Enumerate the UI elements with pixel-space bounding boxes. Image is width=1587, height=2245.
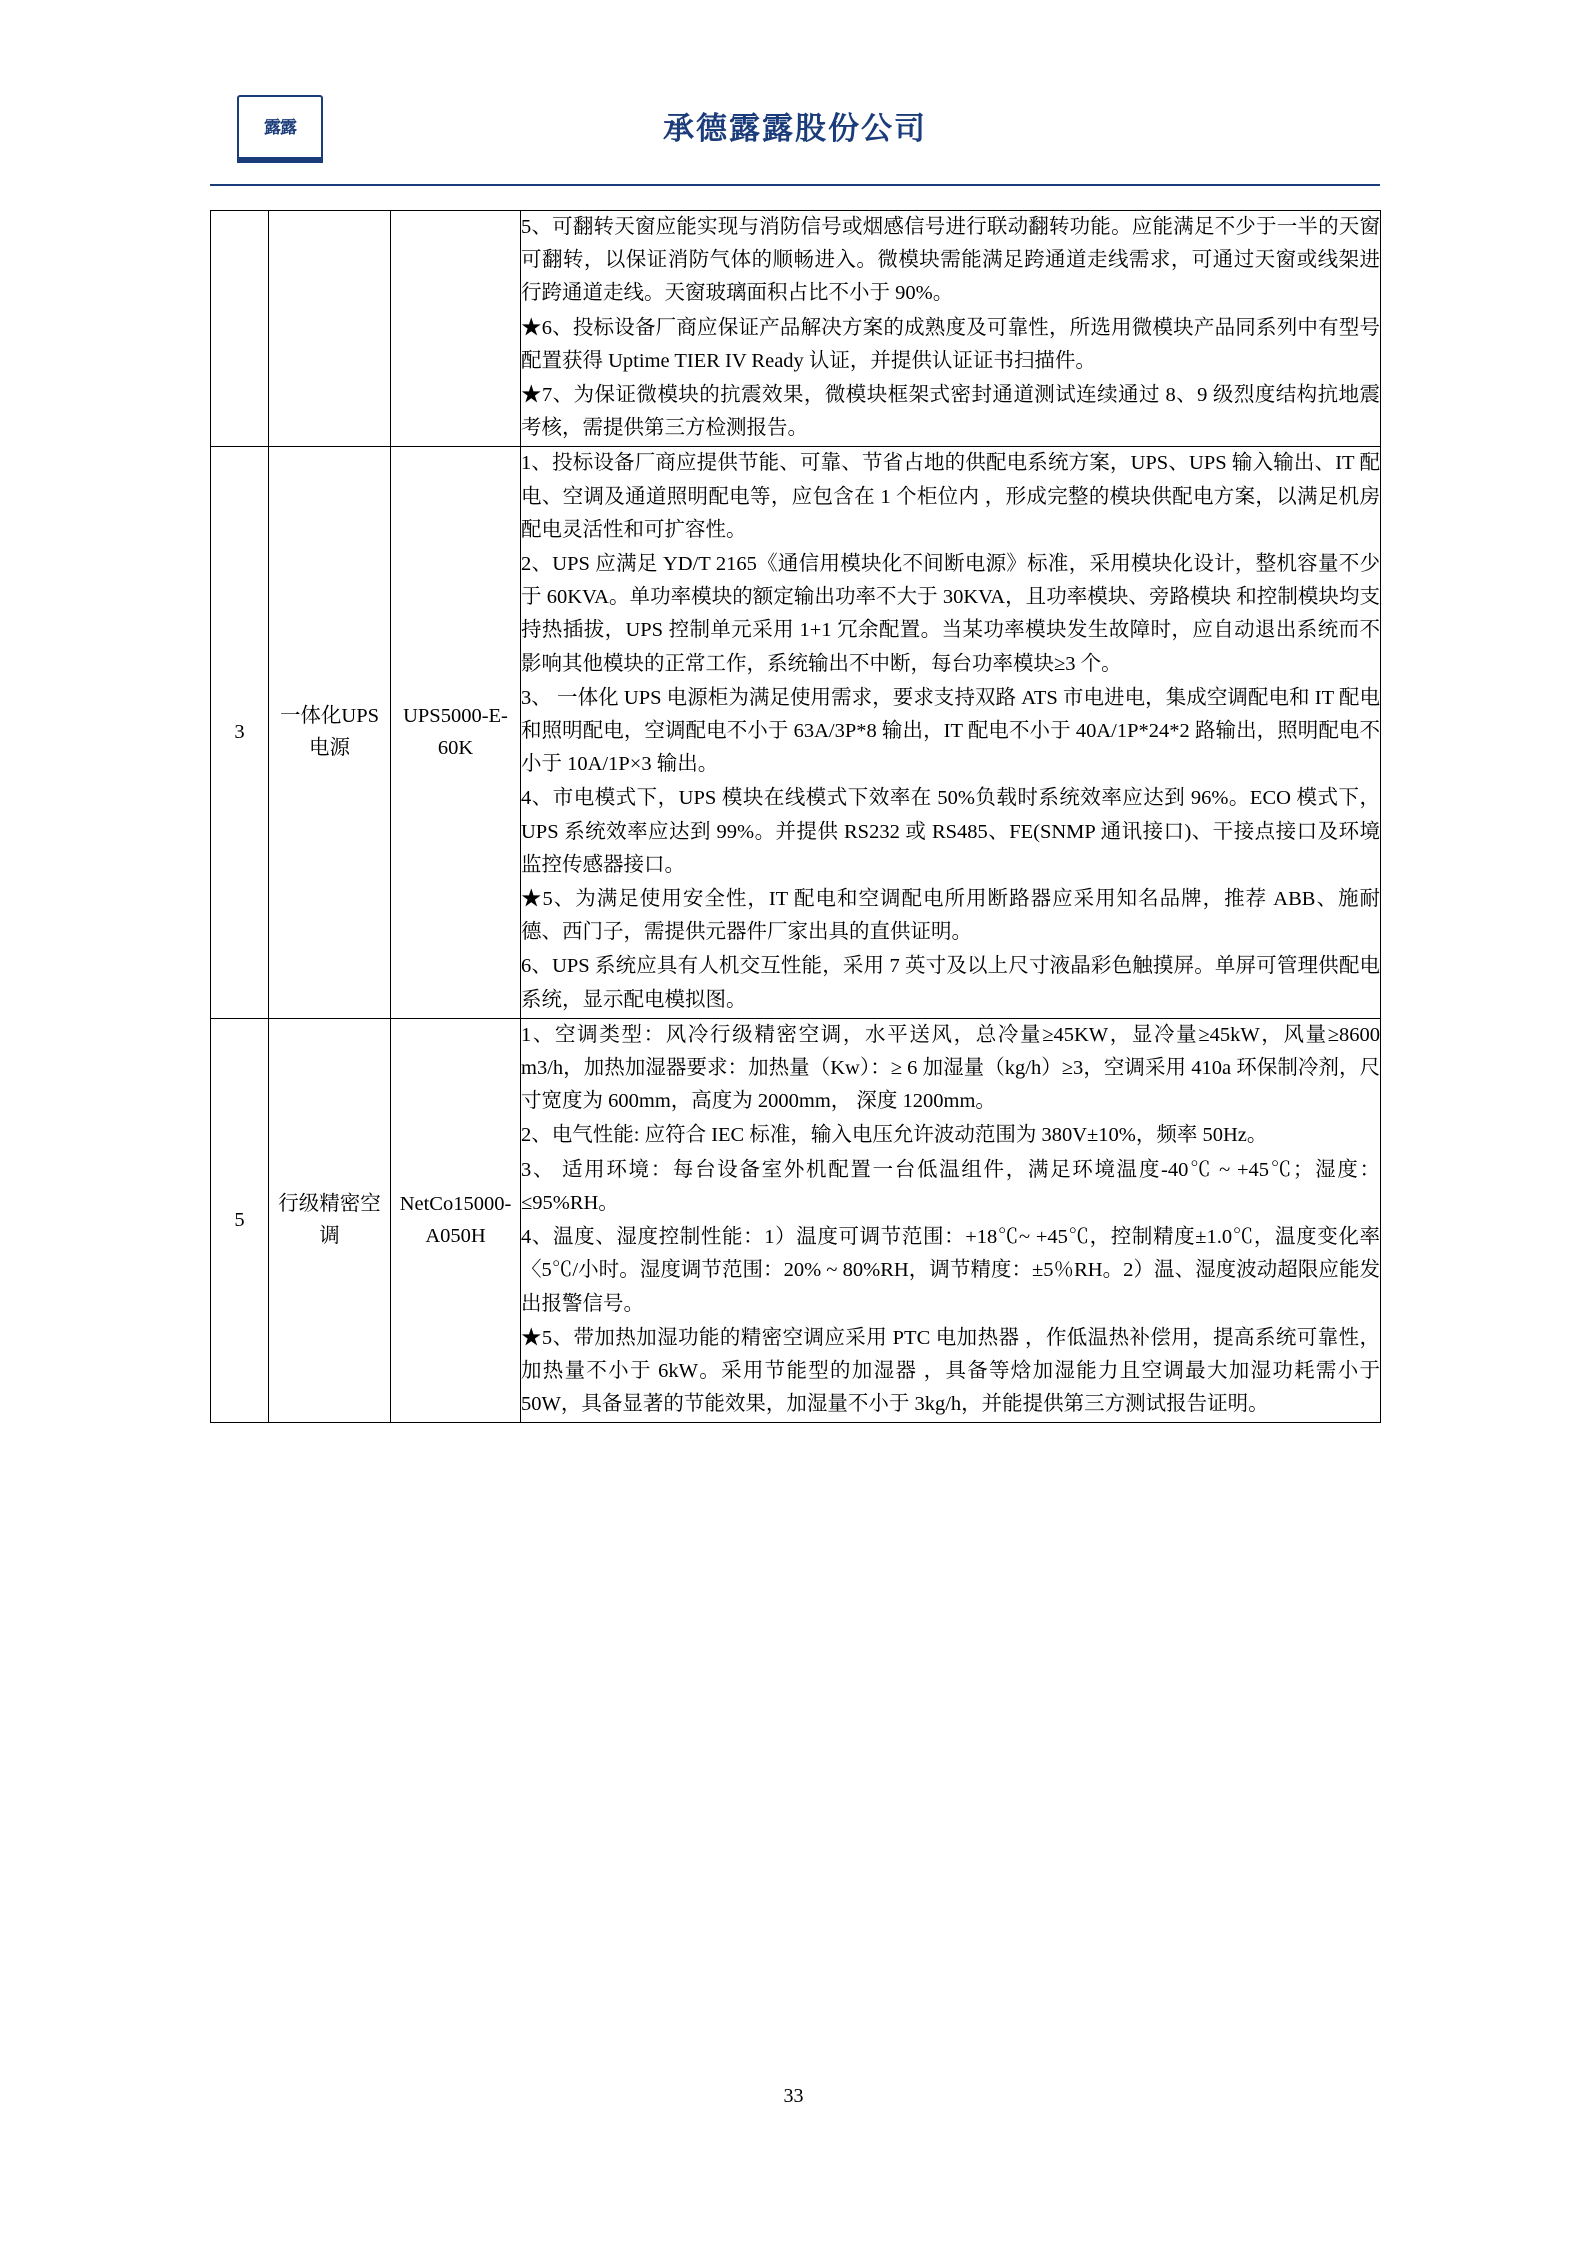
header-divider — [210, 184, 1380, 186]
company-logo-text: 露露 — [264, 117, 296, 138]
page-number: 33 — [783, 2085, 804, 2107]
table-row — [211, 211, 1381, 447]
company-title: 承德露露股份公司 — [663, 111, 927, 147]
page-header — [210, 95, 1380, 185]
description-paragraph: ★6、投标设备厂商应保证产品解决方案的成熟度及可靠性，所选用微模块产品同系列中有型号配置获得 Uptime TIER IV Ready 认证，并提供认证证书扫描件。 — [521, 316, 1380, 372]
description-paragraph: 2、UPS 应满足 YD/T 2165《通信用模块化不间断电源》标准，采用模块化设计，整机容量不少于 60KVA。单功率模块的额定输出功率不大于 30KVA，且功率模块、旁路模块 和控制模块均支持热插拔，UPS 控制单元采用 1+1 冗余配置。当某功率模块发生故障时，应自动退出系统而不影响其他模块的正常工作，系统输出不中断，每台功率模块≥3 个。 — [521, 553, 1380, 675]
description-paragraph: 4、市电模式下，UPS 模块在线模式下效率在 50%负载时系统效率应达到 96%。ECO 模式下，UPS 系统效率应达到 99%。并提供 RS232 或 RS485、FE(SNMP 通讯接口)、干接点接口及环境监控传感器接口。 — [521, 787, 1380, 876]
row-description — [521, 1018, 1381, 1422]
row-model — [391, 211, 521, 447]
row-model: NetCo15000-A050H — [391, 1018, 521, 1422]
description-paragraph: ★7、为保证微模块的抗震效果，微模块框架式密封通道测试连续通过 8、9 级烈度结构抗地震考核，需提供第三方检测报告。 — [521, 384, 1380, 440]
description-paragraph: 3、 适用环境：每台设备室外机配置一台低温组件，满足环境温度-40℃ ~ +45℃；湿度：≤95%RH。 — [521, 1158, 1380, 1214]
table-row — [211, 1018, 1381, 1422]
row-item-name — [269, 211, 391, 447]
description-paragraph: ★5、为满足使用安全性，IT 配电和空调配电所用断路器应采用知名品牌，推荐 ABB、施耐德、西门子，需提供元器件厂家出具的直供证明。 — [521, 888, 1380, 944]
row-model: UPS5000-E-60K — [391, 447, 521, 1018]
description-paragraph: 1、投标设备厂商应提供节能、可靠、节省占地的供配电系统方案，UPS、UPS 输入输出、IT 配电、空调及通道照明配电等，应包含在 1 个柜位内 ，形成完整的模块供配电方案，以满足机房配电灵活性和可扩容性。 — [521, 452, 1380, 541]
row-description — [521, 447, 1381, 1018]
row-number: 5 — [211, 1018, 269, 1422]
spec-table — [210, 210, 1381, 1423]
description-paragraph: 4、温度、湿度控制性能：1）温度可调节范围：+18℃~ +45℃，控制精度±1.0℃，温度变化率〈5℃/小时。湿度调节范围：20% ~ 80%RH，调节精度：±5％RH。2）温、湿度波动超限应能发出报警信号。 — [521, 1226, 1380, 1315]
table-row — [211, 447, 1381, 1018]
company-logo-underbar — [237, 157, 323, 163]
row-description — [521, 211, 1381, 447]
description-paragraph: 3、 一体化 UPS 电源柜为满足使用需求，要求支持双路 ATS 市电进电，集成空调配电和 IT 配电和照明配电，空调配电不小于 63A/3P*8 输出，IT 配电不小于 40A/1P*24*2 路输出，照明配电不小于 10A/1P×3 输出。 — [521, 686, 1380, 776]
row-item-name: 一体化UPS 电源 — [269, 447, 391, 1018]
description-paragraph: 6、UPS 系统应具有人机交互性能，采用 7 英寸及以上尺寸液晶彩色触摸屏。单屏可管理供配电系统，显示配电模拟图。 — [521, 955, 1380, 1011]
row-number: 3 — [211, 447, 269, 1018]
row-number — [211, 211, 269, 447]
description-paragraph: ★5、带加热加湿功能的精密空调应采用 PTC 电加热器 ，作低温热补偿用，提高系统可靠性，加热量不小于 6kW。采用节能型的加湿器 ，具备等焓加湿能力且空调最大加湿功耗需小于 50W，具备显著的节能效果，加湿量不小于 3kg/h，并能提供第三方测试报告证明。 — [521, 1326, 1380, 1416]
row-item-name: 行级精密空调 — [269, 1018, 391, 1422]
description-paragraph: 2、电气性能: 应符合 IEC 标准，输入电压允许波动范围为 380V±10%，频率 50Hz。 — [521, 1124, 1268, 1147]
description-paragraph: 5、可翻转天窗应能实现与消防信号或烟感信号进行联动翻转功能。应能满足不少于一半的天窗可翻转，以保证消防气体的顺畅进入。微模块需能满足跨通道走线需求，可通过天窗或线架进行跨通道走线。天窗玻璃面积占比不小于 90%。 — [521, 216, 1380, 305]
description-paragraph: 1、空调类型：风冷行级精密空调，水平送风，总冷量≥45KW，显冷量≥45kW，风量≥8600 m3/h，加热加湿器要求：加热量（Kw）：≥ 6 加湿量（kg/h）≥3，空调采用 410a 环保制冷剂，尺寸宽度为 600mm，高度为 2000mm， 深度 1200mm。 — [521, 1023, 1380, 1113]
